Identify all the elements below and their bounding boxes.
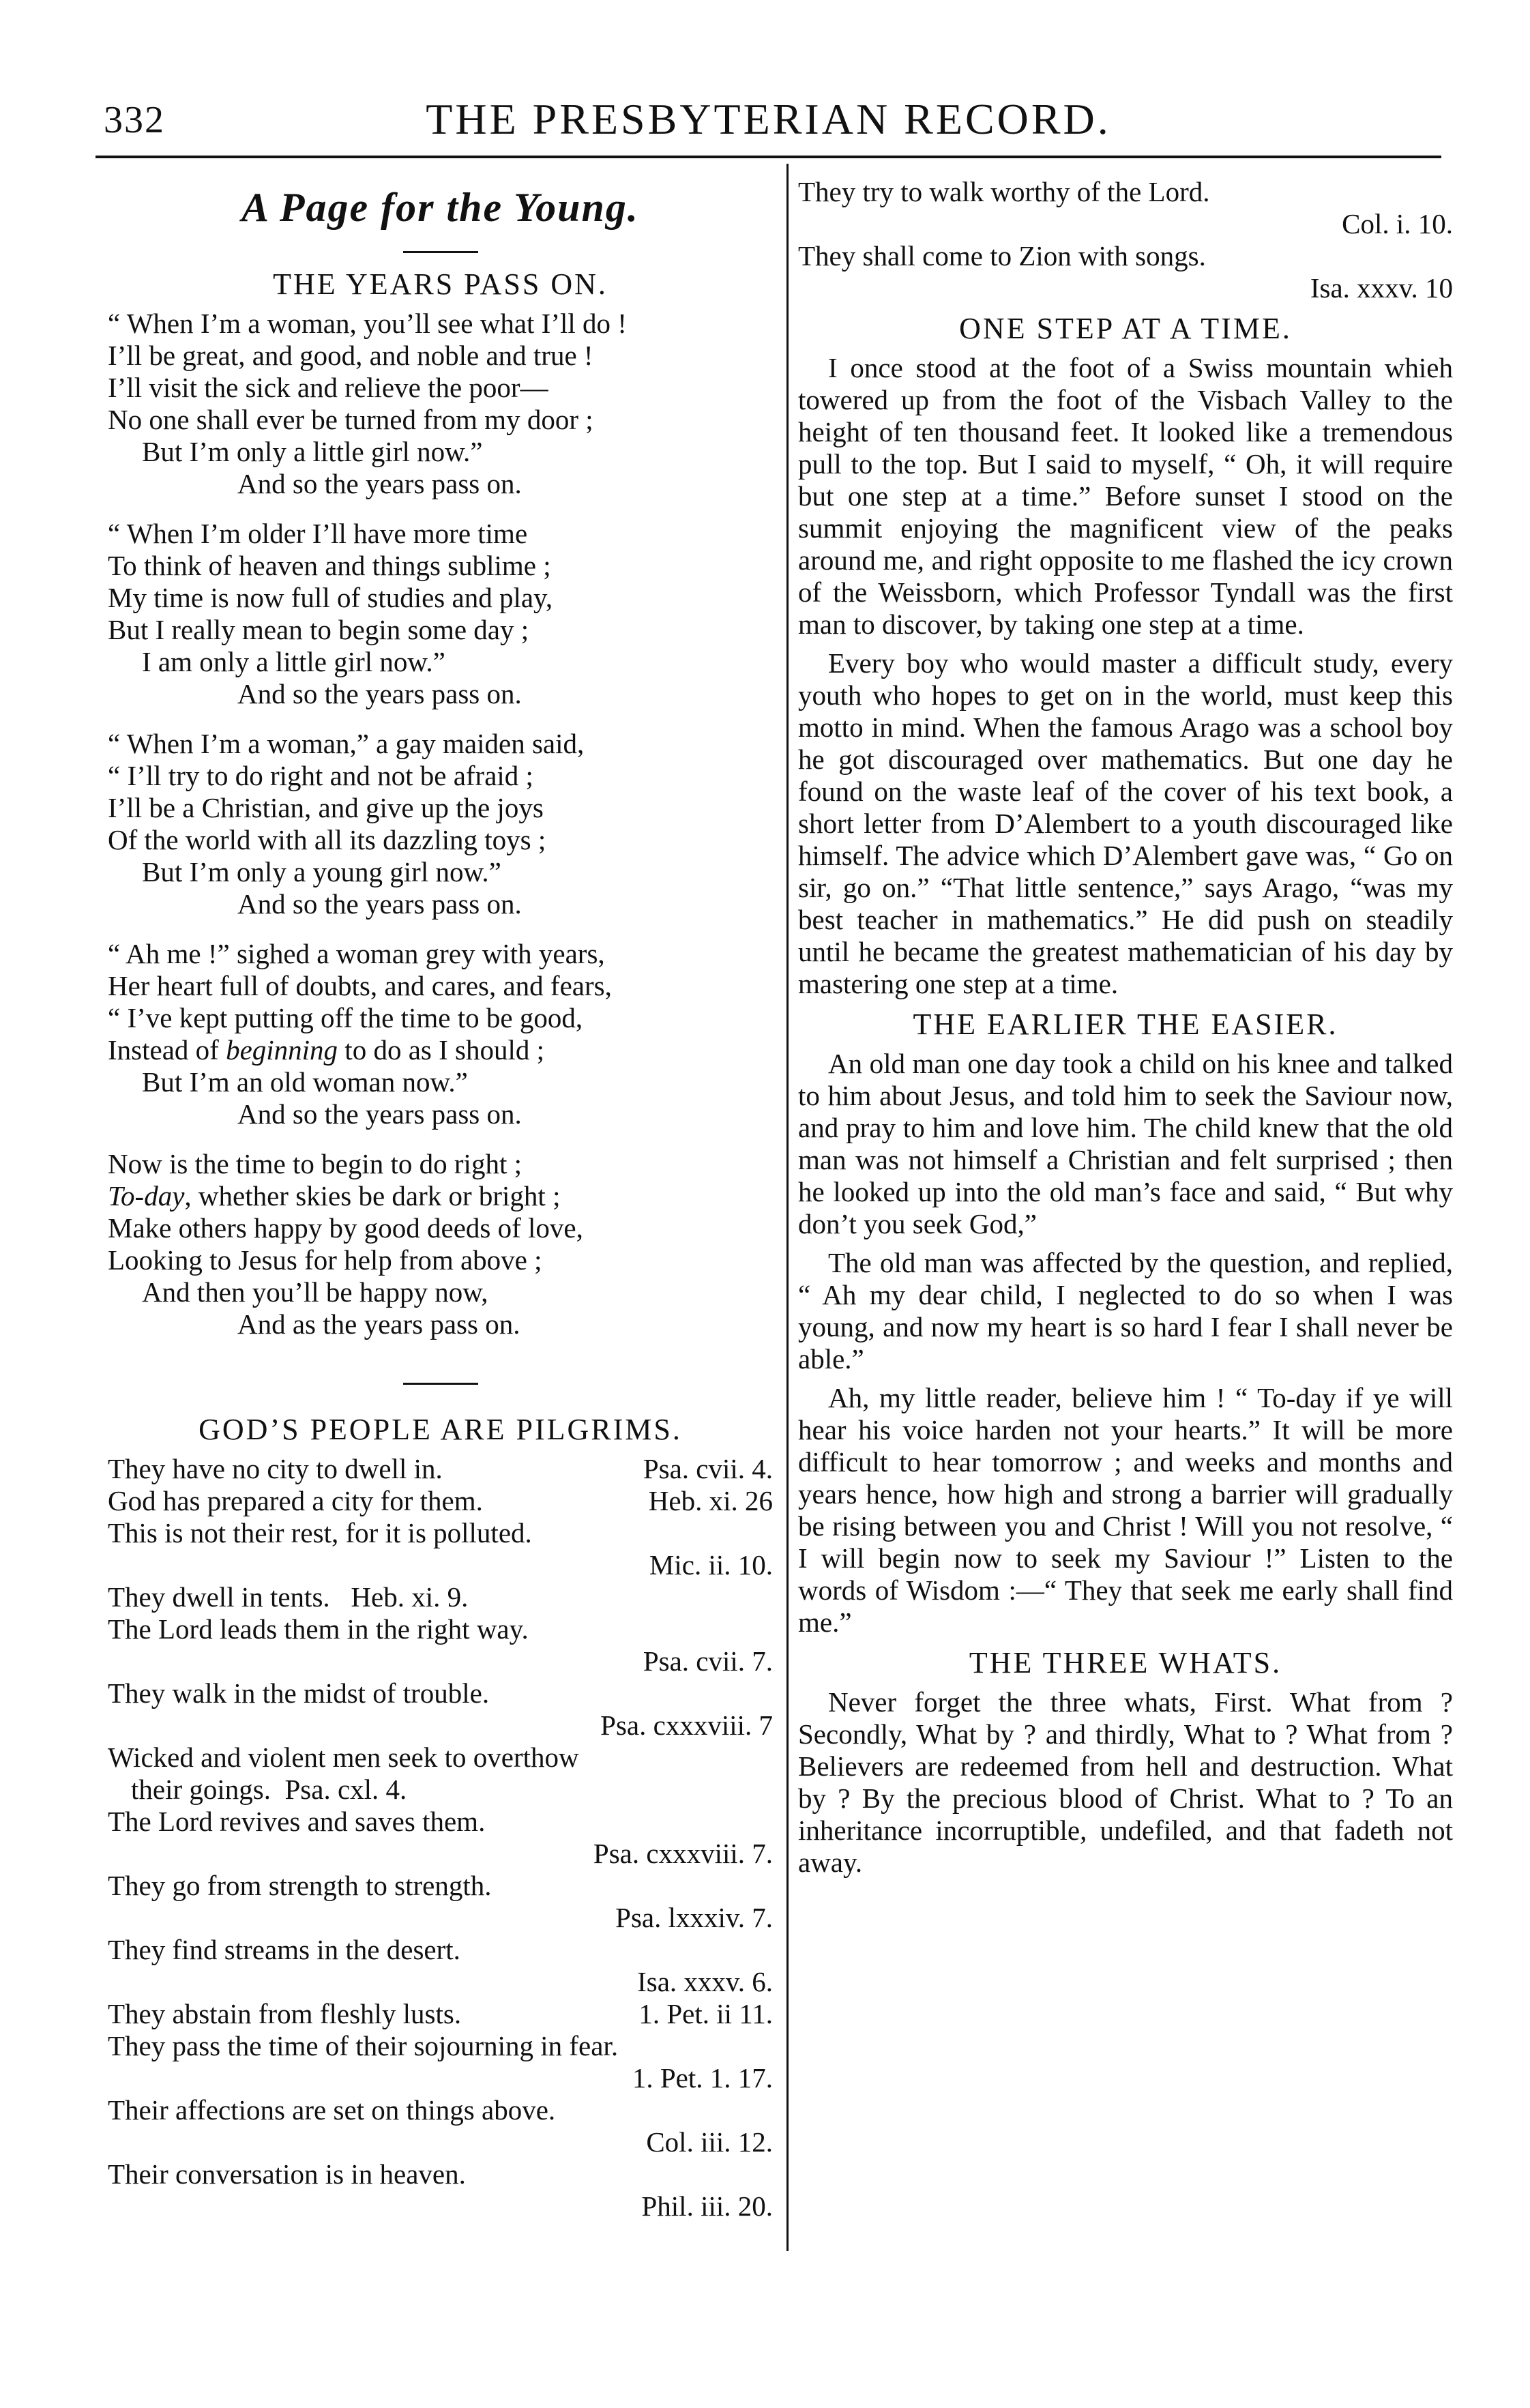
poem-line: To think of heaven and things sublime ; xyxy=(108,550,551,581)
poem-refrain: And so the years pass on. xyxy=(237,1098,522,1130)
verse-entry xyxy=(108,2030,773,2094)
stanza xyxy=(108,308,773,500)
verse-ref: Phil. iii. 20. xyxy=(641,2190,773,2222)
paragraph: Ah, my little reader, believe him ! “ To-day if ye will hear his voice harden not your hearts.” It will be more difficult to hear tomorrow ; and weeks and months and years hence, how high and strong a barrier will gradually be rising between you and Christ ! Will you not resolve, “ I will begin now to seek my Saviour !” Listen to the words of Wisdom :—“ They that seek me early shall find me.” xyxy=(798,1382,1453,1638)
verse-text: The Lord leads them in the right way. xyxy=(108,1613,529,1645)
poem-line: I am only a little girl now.” xyxy=(142,646,445,677)
stanza xyxy=(108,518,773,710)
section-rule xyxy=(403,1383,478,1385)
verse-ref: Psa. cxxxviii. 7 xyxy=(600,1709,773,1741)
paragraph: Never forget the three whats, First. What from ? Secondly, What by ? and thirdly, What to ? What from ? Believers are redeemed from hell and destruction. What by ? By the precious blood of Christ. What to ? To an inheritance incorruptible, undefiled, and that fadeth not away. xyxy=(798,1686,1453,1878)
poem-line: Make others happy by good deeds of love, xyxy=(108,1212,583,1244)
poem-line: My time is now full of studies and play, xyxy=(108,582,553,613)
poem-line: “ When I’m a woman, you’ll see what I’ll do ! xyxy=(108,308,627,339)
stanza xyxy=(108,938,773,1130)
verse-entry xyxy=(108,1517,773,1581)
paragraph: The old man was affected by the question, and replied, “ Ah my dear child, I neglected to do so when I was young, and now my heart is so hard I fear I shall never be able.” xyxy=(798,1247,1453,1375)
header-rule xyxy=(95,156,1441,158)
verse-text: Wicked and violent men seek to overthow xyxy=(108,1742,579,1773)
poem-refrain: And so the years pass on. xyxy=(237,678,522,709)
poem-line: But I really mean to begin some day ; xyxy=(108,614,529,645)
poem-line: Her heart full of doubts, and cares, and fears, xyxy=(108,970,612,1001)
poem-refrain: And so the years pass on. xyxy=(237,888,522,920)
verse-text: They go from strength to strength. xyxy=(108,1870,492,1901)
poem-line: Looking to Jesus for help from above ; xyxy=(108,1244,542,1276)
paragraph: Every boy who would master a difficult study, every youth who hopes to get on in the world, must keep this motto in mind. When the famous Arago was a school boy he got discouraged over mathematics. But one day he found on the waste leaf of the cover of his text book, a short letter from D’Alembert to a youth discouraged like himself. The advice which D’Alembert gave was, “ Go on sir, go on.” “That little sentence,” says Arago, “was my best teacher in mathematics.” He did push on steadily until he became the greatest mathematician of his day by mastering one step at a time. xyxy=(798,647,1453,999)
poem-line: I’ll visit the sick and relieve the poor— xyxy=(108,372,548,403)
verse-ref: Psa. lxxxiv. 7. xyxy=(615,1902,773,1933)
verse-ref: Col. iii. 12. xyxy=(646,2126,773,2158)
poem-line: “ When I’m a woman,” a gay maiden said, xyxy=(108,728,585,759)
poem-text: to do as I should ; xyxy=(338,1034,544,1066)
verse-ref: 1. Pet. ii 11. xyxy=(638,1998,773,2029)
verse-text: They shall come to Zion with songs. xyxy=(798,240,1206,271)
verse-text: They pass the time of their sojourning in fear. xyxy=(108,2030,619,2061)
verse-text: They try to walk worthy of the Lord. xyxy=(798,176,1210,207)
verse-entry xyxy=(108,1453,773,1485)
poem-text: , whether skies be dark or bright ; xyxy=(184,1180,561,1212)
poem-line: “ I’ll try to do right and not be afraid ; xyxy=(108,760,533,791)
verse-entry xyxy=(108,1998,773,2030)
poem-line: But I’m an old woman now.” xyxy=(142,1066,468,1098)
poem-line: I’ll be a Christian, and give up the joys xyxy=(108,792,544,823)
verse-entry xyxy=(108,1870,773,1934)
verse-text: their goings. xyxy=(131,1774,271,1805)
page-section-title: A Page for the Young. xyxy=(241,185,639,230)
verse-text: Their affections are set on things above. xyxy=(108,2094,556,2126)
verse-text: Their conversation is in heaven. xyxy=(108,2158,466,2190)
verse-text: They have no city to dwell in. xyxy=(108,1453,443,1484)
stanza xyxy=(108,1148,773,1340)
verse-entry xyxy=(108,1934,773,1998)
verse-text: This is not their rest, for it is polluted. xyxy=(108,1517,532,1548)
verse-entry xyxy=(108,1485,773,1517)
poem-line: No one shall ever be turned from my door ; xyxy=(108,404,593,435)
left-column xyxy=(108,176,773,2222)
verse-entry xyxy=(108,2158,773,2222)
journal-title: THE PRESBYTERIAN RECORD. xyxy=(426,95,1111,143)
poem-line: “ Ah me !” sighed a woman grey with years, xyxy=(108,938,605,969)
verse-ref: Col. i. 10. xyxy=(1342,208,1453,239)
verse-entry xyxy=(798,240,1453,304)
poem-line: And then you’ll be happy now, xyxy=(142,1276,488,1308)
three-whats-title: THE THREE WHATS. xyxy=(969,1646,1282,1679)
verse-ref: Isa. xxxv. 10 xyxy=(1310,272,1453,304)
poem xyxy=(108,308,773,1340)
poem-title: THE YEARS PASS ON. xyxy=(273,267,608,301)
verse-continuation xyxy=(108,1774,773,1806)
verse-ref: Psa. cxl. 4. xyxy=(284,1774,407,1805)
verse-ref: 1. Pet. 1. 17. xyxy=(632,2062,773,2094)
verse-ref: Heb. xi. 9. xyxy=(351,1581,469,1613)
poem-line: But I’m only a little girl now.” xyxy=(142,436,483,467)
verse-text: They walk in the midst of trouble. xyxy=(108,1677,490,1709)
title-rule xyxy=(403,251,478,253)
paragraph: I once stood at the foot of a Swiss mountain whieh towered up from the foot of the Visbach Valley to the height of ten thousand feet. It looked like a tremendous pull to the top. But I said to myself, “ Oh, it will require but one step at a time.” Before sunset I stood on the summit enjoying the magnificent view of the peaks around me, and right opposite to me flashed the icy crown of the Weissborn, which Professor Tyndall was the first man to discover, by taking one step at a time. xyxy=(798,352,1453,640)
verse-ref: Psa. cxxxviii. 7. xyxy=(593,1838,773,1869)
verse-text: They abstain from fleshly lusts. xyxy=(108,1998,462,2029)
poem-line xyxy=(108,1180,773,1212)
one-step-title: ONE STEP AT A TIME. xyxy=(959,312,1292,345)
page-number: 332 xyxy=(104,99,165,141)
poem-refrain: And so the years pass on. xyxy=(237,468,522,499)
verse-ref: Psa. cvii. 4. xyxy=(643,1453,773,1484)
verse-ref: Mic. ii. 10. xyxy=(649,1549,773,1581)
pilgrims-list xyxy=(108,1453,773,2222)
poem-line: I’ll be great, and good, and noble and true ! xyxy=(108,340,593,371)
poem-emphasis: beginning xyxy=(226,1034,338,1066)
stanza xyxy=(108,728,773,920)
verse-text: They dwell in tents. xyxy=(108,1581,330,1613)
right-column xyxy=(798,176,1453,1885)
verse-text: They find streams in the desert. xyxy=(108,1934,460,1965)
paragraph: An old man one day took a child on his knee and talked to him about Jesus, and told him to seek the Saviour now, and pray to him and love him. The child knew that the old man was not himself a Christian and felt surprised ; then he looked up into the old man’s face and said, “ But why don’t you seek God,” xyxy=(798,1048,1453,1239)
poem-text: Instead of xyxy=(108,1034,226,1066)
poem-line: “ When I’m older I’ll have more time xyxy=(108,518,528,549)
verse-ref: Isa. xxxv. 6. xyxy=(637,1966,773,1997)
earlier-easier-title: THE EARLIER THE EASIER. xyxy=(913,1008,1338,1041)
verse-entry xyxy=(108,1581,773,1613)
poem-emphasis: To-day xyxy=(108,1180,185,1212)
page-header xyxy=(95,89,1441,157)
verse-text: God has prepared a city for them. xyxy=(108,1485,483,1516)
verse-entry xyxy=(798,176,1453,240)
poem-line: Of the world with all its dazzling toys ; xyxy=(108,824,546,855)
verse-entry xyxy=(108,1742,773,1806)
poem-line: “ I’ve kept putting off the time to be good, xyxy=(108,1002,583,1033)
verse-entry xyxy=(108,1806,773,1870)
verse-ref: Heb. xi. 26 xyxy=(648,1485,773,1516)
poem-refrain: And as the years pass on. xyxy=(237,1308,520,1340)
poem-line xyxy=(108,1034,773,1066)
poem-line: But I’m only a young girl now.” xyxy=(142,856,501,887)
verse-ref: Psa. cvii. 7. xyxy=(643,1645,773,1677)
pilgrims-title: GOD’S PEOPLE ARE PILGRIMS. xyxy=(198,1413,682,1446)
verse-entry xyxy=(108,1677,773,1742)
poem-line: Now is the time to begin to do right ; xyxy=(108,1148,522,1179)
verse-text: The Lord revives and saves them. xyxy=(108,1806,486,1837)
verse-entry xyxy=(108,1613,773,1677)
column-divider xyxy=(786,164,789,2251)
verse-entry xyxy=(108,2094,773,2158)
